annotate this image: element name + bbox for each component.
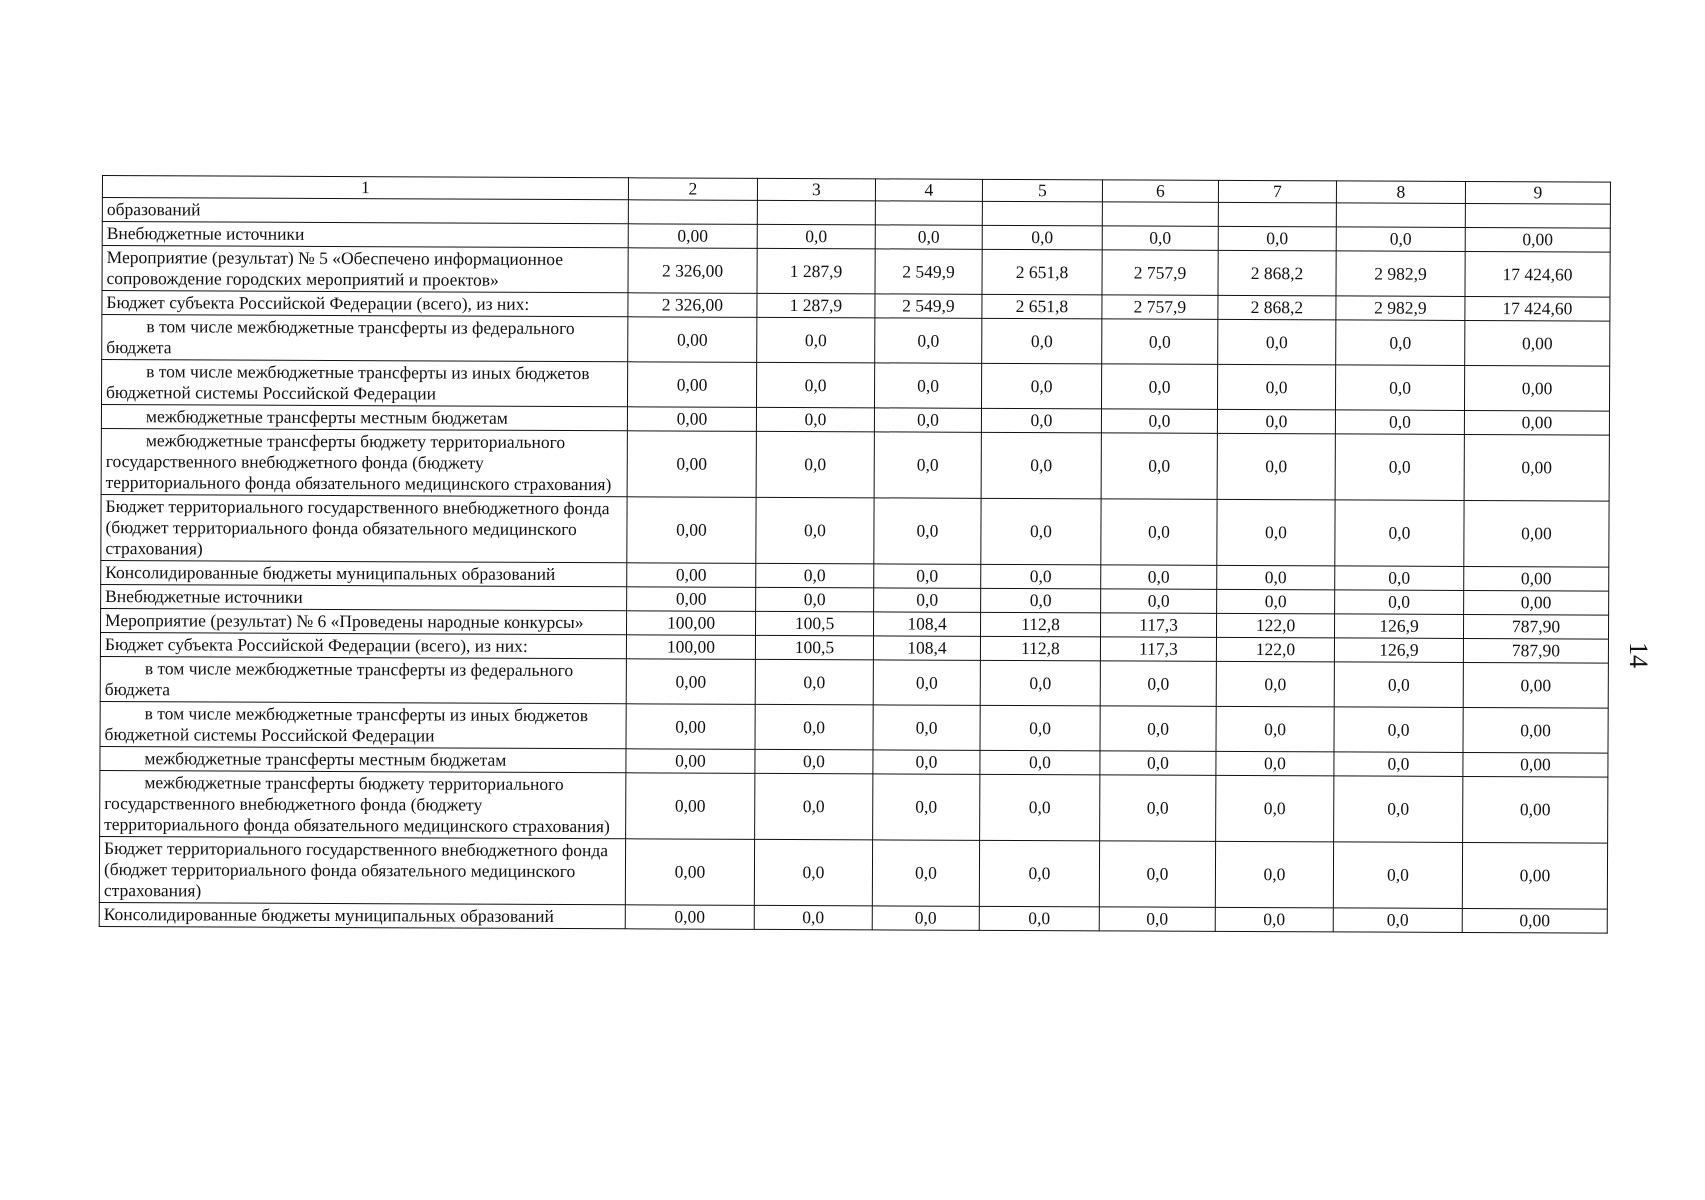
value-cell: 108,4: [873, 612, 980, 636]
value-cell: 0,0: [981, 408, 1101, 433]
value-cell: 0,0: [980, 774, 1100, 841]
column-header: 5: [982, 179, 1102, 202]
value-cell: 0,0: [1102, 226, 1218, 251]
row-label: Внебюджетные источники: [101, 584, 627, 610]
value-cell: 0,0: [1334, 662, 1463, 708]
value-cell: 0,0: [756, 563, 874, 588]
value-cell: [628, 200, 757, 225]
value-cell: 0,0: [1217, 364, 1335, 410]
value-cell: 0,00: [627, 431, 756, 498]
value-cell: 17 424,60: [1465, 251, 1610, 297]
value-cell: 0,00: [1464, 410, 1609, 435]
value-cell: 0,0: [756, 362, 874, 408]
value-cell: 0,0: [1100, 775, 1216, 842]
table-body: [99, 198, 1610, 934]
value-cell: 126,9: [1334, 638, 1463, 663]
row-label: Мероприятие (результат) № 6 «Проведены народные конкурсы»: [101, 608, 627, 634]
value-cell: 0,0: [1334, 776, 1463, 843]
value-cell: 0,00: [627, 362, 756, 408]
value-cell: 126,9: [1334, 614, 1463, 639]
value-cell: 0,0: [1216, 661, 1334, 707]
row-label: в том числе межбюджетные трансферты из иных бюджетов бюджетной системы Российской Федерации: [100, 701, 626, 748]
value-cell: 0,0: [872, 840, 979, 906]
column-header: 4: [875, 179, 982, 201]
value-cell: 0,00: [627, 497, 756, 564]
value-cell: 0,0: [1217, 565, 1335, 590]
value-cell: 0,00: [628, 224, 757, 249]
value-cell: [1218, 202, 1336, 227]
value-cell: [1102, 202, 1218, 227]
table-row: [101, 494, 1609, 567]
value-cell: 2 868,2: [1218, 250, 1336, 296]
row-label: межбюджетные трансферты бюджету территориального государственного внебюджетного фонда (бюджету территориального фонда обязательного медицинского страхования): [101, 428, 627, 496]
value-cell: 0,0: [981, 432, 1101, 499]
value-cell: 0,0: [980, 750, 1100, 775]
column-header: 2: [628, 178, 757, 201]
row-label: Внебюджетные источники: [102, 222, 628, 248]
value-cell: 112,8: [980, 636, 1100, 661]
value-cell: 0,0: [874, 408, 981, 432]
value-cell: 0,0: [755, 704, 873, 750]
value-cell: 0,0: [1217, 433, 1335, 500]
value-cell: 0,00: [627, 563, 756, 588]
value-cell: 2 651,8: [982, 249, 1102, 295]
value-cell: [1336, 203, 1465, 228]
value-cell: 0,00: [1462, 908, 1607, 933]
value-cell: 100,00: [626, 611, 755, 636]
value-cell: 0,0: [979, 840, 1099, 907]
value-cell: [757, 200, 875, 225]
row-label: в том числе межбюджетные трансферты из федерального бюджета: [102, 315, 628, 362]
value-cell: 0,0: [1218, 319, 1336, 365]
value-cell: 0,0: [1333, 908, 1462, 933]
value-cell: 0,0: [756, 407, 874, 432]
value-cell: 0,0: [1101, 565, 1217, 590]
value-cell: 0,00: [625, 905, 754, 930]
value-cell: 0,00: [627, 407, 756, 432]
value-cell: 0,0: [1216, 706, 1334, 752]
row-label: Мероприятие (результат) № 5 «Обеспечено информационное сопровождение городских мероприятий и проектов»: [102, 246, 628, 293]
row-label: межбюджетные трансферты местным бюджетам: [101, 405, 627, 431]
value-cell: 0,0: [1335, 410, 1464, 435]
value-cell: 0,0: [874, 498, 981, 564]
column-header: 8: [1336, 181, 1465, 204]
value-cell: 0,0: [1215, 907, 1333, 932]
value-cell: 0,00: [627, 587, 756, 612]
value-cell: 0,0: [1335, 365, 1464, 411]
value-cell: 0,0: [873, 750, 980, 774]
value-cell: 0,0: [1333, 842, 1462, 909]
value-cell: 0,0: [755, 773, 873, 840]
value-cell: [1465, 203, 1610, 228]
value-cell: 0,00: [628, 317, 757, 363]
value-cell: 0,0: [1335, 500, 1464, 567]
table-row: [101, 360, 1609, 412]
value-cell: 0,00: [626, 749, 755, 774]
budget-table: [99, 175, 1611, 934]
value-cell: 0,00: [1465, 227, 1610, 252]
value-cell: 2 549,9: [875, 249, 982, 294]
value-cell: 100,00: [626, 635, 755, 660]
value-cell: 0,0: [1101, 364, 1217, 410]
value-cell: 0,00: [1464, 566, 1609, 591]
value-cell: 0,0: [873, 774, 980, 840]
value-cell: 0,0: [982, 225, 1102, 250]
value-cell: 787,90: [1463, 638, 1608, 663]
value-cell: 0,00: [1463, 752, 1608, 777]
row-label: Бюджет субъекта Российской Федерации (всего), из них:: [102, 291, 628, 317]
value-cell: 0,0: [981, 498, 1101, 565]
column-header: 3: [757, 178, 875, 201]
value-cell: [875, 201, 982, 225]
value-cell: 0,0: [1101, 409, 1217, 434]
value-cell: 0,0: [1099, 841, 1215, 908]
value-cell: 0,00: [625, 839, 754, 906]
row-label: Консолидированные бюджеты муниципальных образований: [101, 560, 627, 586]
value-cell: 0,00: [1462, 842, 1607, 909]
value-cell: 0,00: [626, 773, 755, 840]
value-cell: 1 287,9: [757, 248, 875, 294]
row-label: в том числе межбюджетные трансферты из иных бюджетов бюджетной системы Российской Федерации: [101, 360, 627, 407]
value-cell: 122,0: [1216, 613, 1334, 638]
value-cell: 0,00: [626, 659, 755, 705]
value-cell: 0,0: [1218, 226, 1336, 251]
value-cell: 0,00: [1463, 776, 1608, 843]
value-cell: 100,5: [755, 611, 873, 636]
value-cell: 117,3: [1100, 637, 1216, 662]
column-header: 7: [1218, 180, 1336, 203]
value-cell: 0,0: [754, 839, 872, 906]
table-row: [100, 770, 1608, 843]
value-cell: 0,0: [1217, 499, 1335, 566]
value-cell: [982, 201, 1102, 226]
value-cell: 0,0: [873, 705, 980, 750]
value-cell: 108,4: [873, 636, 980, 660]
value-cell: 2 982,9: [1336, 296, 1465, 321]
table-row: [101, 428, 1609, 501]
value-cell: 0,0: [981, 363, 1101, 409]
value-cell: 787,90: [1463, 614, 1608, 639]
value-cell: 0,0: [1217, 409, 1335, 434]
column-header: 9: [1465, 181, 1610, 204]
value-cell: 0,0: [874, 564, 981, 588]
value-cell: 0,0: [1216, 751, 1334, 776]
value-cell: 0,0: [874, 363, 981, 408]
value-cell: 117,3: [1100, 613, 1216, 638]
value-cell: 0,0: [872, 906, 979, 930]
value-cell: 0,0: [1102, 319, 1218, 365]
column-header: 6: [1102, 180, 1218, 203]
row-label: Консолидированные бюджеты муниципальных образований: [99, 902, 625, 928]
value-cell: 0,0: [1100, 751, 1216, 776]
column-header: 1: [102, 176, 628, 200]
value-cell: 0,0: [756, 431, 874, 498]
table-row: [102, 246, 1610, 298]
value-cell: 0,0: [981, 564, 1101, 589]
table-row: [100, 656, 1608, 708]
value-cell: 0,0: [1101, 433, 1217, 500]
value-cell: 0,00: [1464, 434, 1609, 501]
value-cell: 112,8: [980, 612, 1100, 637]
value-cell: 0,0: [1334, 707, 1463, 753]
value-cell: 0,0: [1334, 752, 1463, 777]
value-cell: 0,0: [981, 588, 1101, 613]
value-cell: 0,00: [1464, 500, 1609, 567]
value-cell: 0,00: [1463, 662, 1608, 708]
value-cell: 0,0: [875, 318, 982, 363]
value-cell: 1 287,9: [757, 293, 875, 318]
value-cell: 0,0: [982, 318, 1102, 364]
value-cell: 0,0: [1335, 590, 1464, 615]
value-cell: 2 326,00: [628, 248, 757, 294]
value-cell: 0,0: [980, 705, 1100, 751]
row-label: образований: [102, 198, 628, 224]
value-cell: 0,00: [626, 704, 755, 750]
value-cell: 0,0: [874, 588, 981, 612]
value-cell: 0,00: [1464, 590, 1609, 615]
row-label: Бюджет субъекта Российской Федерации (всего), из них:: [100, 632, 626, 658]
value-cell: 0,0: [1101, 499, 1217, 566]
value-cell: 0,0: [755, 749, 873, 774]
value-cell: 0,0: [1216, 775, 1334, 842]
value-cell: 0,0: [980, 660, 1100, 706]
value-cell: 17 424,60: [1465, 296, 1610, 321]
row-label: в том числе межбюджетные трансферты из федерального бюджета: [100, 656, 626, 703]
value-cell: 0,0: [757, 224, 875, 249]
value-cell: 2 549,9: [875, 294, 982, 318]
value-cell: 2 757,9: [1102, 250, 1218, 296]
value-cell: 2 326,00: [628, 293, 757, 318]
value-cell: 0,0: [875, 225, 982, 249]
value-cell: 0,0: [756, 497, 874, 564]
value-cell: 2 651,8: [982, 294, 1102, 319]
value-cell: 2 868,2: [1218, 295, 1336, 320]
table-row: [99, 836, 1607, 909]
value-cell: 0,0: [1336, 227, 1465, 252]
value-cell: 0,0: [979, 906, 1099, 931]
value-cell: 2 982,9: [1336, 251, 1465, 297]
value-cell: 0,0: [1100, 706, 1216, 752]
value-cell: 0,0: [1099, 907, 1215, 932]
value-cell: 0,00: [1463, 707, 1608, 753]
value-cell: 0,0: [1100, 661, 1216, 707]
page-number: 14: [1624, 642, 1653, 668]
table-row: [102, 315, 1610, 367]
value-cell: 0,0: [1335, 566, 1464, 591]
value-cell: 0,0: [1217, 589, 1335, 614]
value-cell: 0,0: [873, 660, 980, 705]
value-cell: 0,0: [874, 432, 981, 498]
value-cell: 0,00: [1464, 365, 1609, 411]
value-cell: 0,0: [1335, 434, 1464, 501]
value-cell: 0,0: [755, 659, 873, 705]
value-cell: 0,0: [757, 317, 875, 363]
row-label: межбюджетные трансферты местным бюджетам: [100, 746, 626, 772]
value-cell: 100,5: [755, 635, 873, 660]
row-label: межбюджетные трансферты бюджету территориального государственного внебюджетного фонда (бюджету территориального фонда обязательного медицинского страхования): [100, 770, 626, 838]
table-row: [100, 701, 1608, 753]
value-cell: 0,0: [754, 905, 872, 930]
value-cell: 0,0: [1336, 320, 1465, 366]
value-cell: 0,0: [1215, 841, 1333, 908]
row-label: Бюджет территориального государственного внебюджетного фонда (бюджет территориального фонда обязательного медицинского страхования): [101, 494, 627, 562]
value-cell: 0,0: [1101, 589, 1217, 614]
value-cell: 2 757,9: [1102, 295, 1218, 320]
value-cell: 0,00: [1465, 320, 1610, 366]
value-cell: 0,0: [756, 587, 874, 612]
value-cell: 122,0: [1216, 637, 1334, 662]
row-label: Бюджет территориального государственного внебюджетного фонда (бюджет территориального фонда обязательного медицинского страхования): [99, 836, 625, 904]
